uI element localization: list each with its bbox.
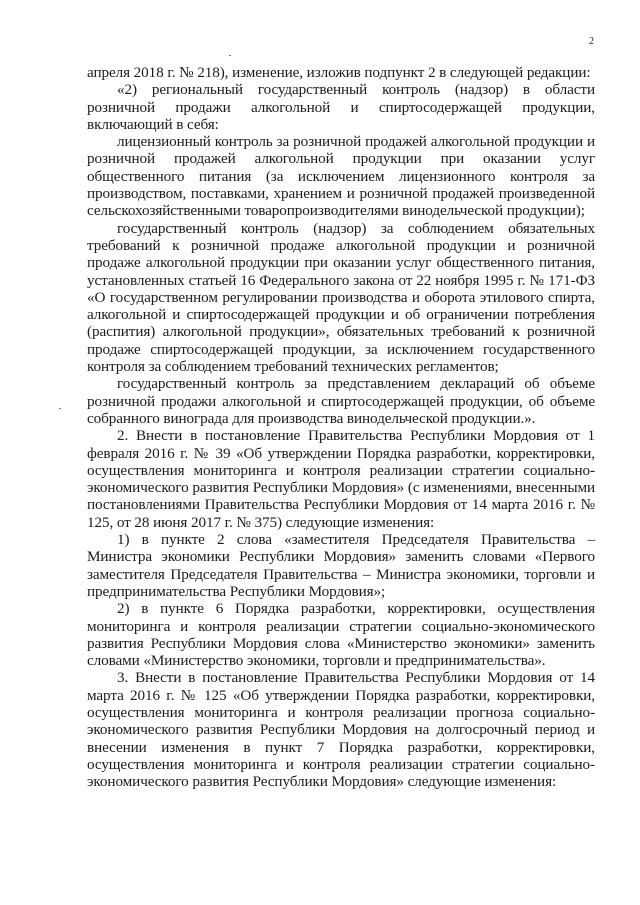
- paragraph-subitem-2: 2) в пункте 6 Порядка разработки, корректировки, осуществления мониторинга и контроля реализации стратегии социально-экономического развития Республики Мордовия слова «Министерство экономики» заменить словами «Министерство экономики, торговли и предпринимательства».: [87, 600, 595, 670]
- paragraph-subitem-1: 1) в пункте 2 слова «заместителя Председателя Правительства – Министра экономики Республики Мордовия» заменить словами «Первого заместителя Председателя Правительства – Министра экономики, торговли и предпринимательства Республики Мордовия»;: [87, 531, 595, 600]
- paragraph-state-control: государственный контроль (надзор) за соблюдением обязательных требований к розничной продаже алкогольной продукции и розничной продаже алкогольной продукции при оказании услуг общественного питания, установленных статьей 16 Федерального закона от 22 ноября 1995 г. № 171-ФЗ «О государственном регулировании производства и оборота этилового спирта, алкогольной и спиртосодержащей продукции и об ограничении потребления (распития) алкогольной продукции», обязательных требований к розничной продаже спиртосодержащей продукции, за исключением государственного контроля за соблюдением требований технических регламентов;: [87, 219, 595, 376]
- page-number: 2: [589, 36, 594, 47]
- scan-mark: [59, 408, 61, 409]
- scan-mark: [229, 55, 231, 56]
- paragraph-subpoint-2: «2) региональный государственный контроль (надзор) в области розничной продажи алкогольной и спиртосодержащей продукции, включающий в себя:: [87, 81, 595, 133]
- paragraph-continuation: апреля 2018 г. № 218), изменение, изложив подпункт 2 в следующей редакции:: [87, 64, 591, 81]
- paragraph-declarations-control: государственный контроль за представлением деклараций об объеме розничной продажи алкогольной и спиртосодержащей продукции, об объеме собранного винограда для производства винодельческой продукции.».: [87, 375, 595, 427]
- paragraph-item-3: 3. Внести в постановление Правительства Республики Мордовия от 14 марта 2016 г. № 125 «Об утверждении Порядка разработки, корректировки, осуществления мониторинга и контроля реализации прогноза социально-экономического развития Республики Мордовия на долгосрочный период и внесении изменения в пункт 7 Порядка разработки, корректировки, осуществления мониторинга и контроля реализации стратегии социально-экономического развития Республики Мордовия» следующие изменения:: [87, 669, 595, 791]
- paragraph-item-2: 2. Внести в постановление Правительства Республики Мордовия от 1 февраля 2016 г. № 39 «Об утверждении Порядка разработки, корректировки, осуществления мониторинга и контроля реализации стратегии социально-экономического развития Республики Мордовия» (с изменениями, внесенными постановлениями Правительства Республики Мордовия от 14 марта 2016 г. № 125, от 28 июня 2017 г. № 375) следующие изменения:: [87, 427, 595, 531]
- paragraph-license-control: лицензионный контроль за розничной продажей алкогольной продукции и розничной продажей алкогольной продукции при оказании услуг общественного питания (за исключением лицензионного контроля за производством, поставками, хранением и розничной продажей произведенной сельскохозяйственными товаропроизводителями винодельческой продукции);: [87, 133, 595, 220]
- document-body: [87, 64, 595, 790]
